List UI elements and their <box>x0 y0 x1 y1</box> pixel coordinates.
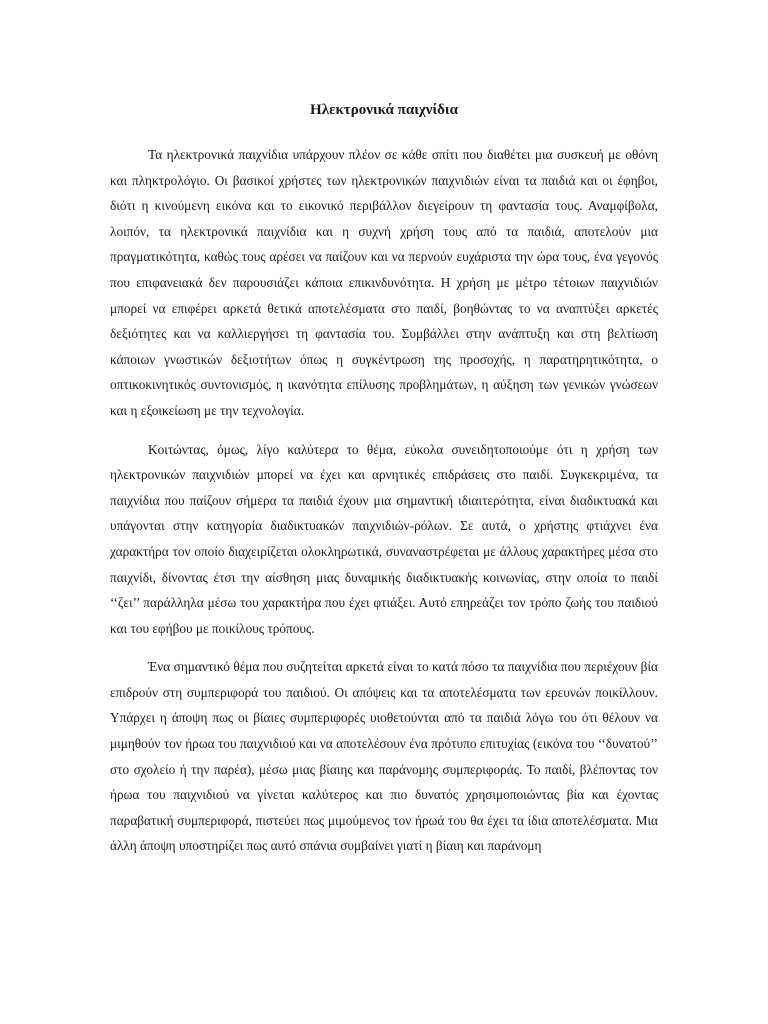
paragraph: Τα ηλεκτρονικά παιχνίδια υπάρχουν πλέον σε κάθε σπίτι που διαθέτει μια συσκευή με οθόνη και πληκτρολόγιο. Οι βασικοί χρήστες των ηλεκτρονικών παιχνιδιών είναι τα παιδιά και οι έφηβοι, διότι η κινούμενη εικόνα και το εικονικό περιβάλλον διεγείρουν τη φαντασία τους. Αναμφίβολα, λοιπόν, τα ηλεκτρονικά παιχνίδια και η συχνή χρήση τους από τα παιδιά, αποτελούν μια πραγματικότητα, καθώς τους αρέσει να παίζουν και να περνούν ευχάριστα την ώρα τους, ένα γεγονός που επιφανειακά δεν παρουσιάζει κάποια επικινδυνότητα. Η χρήση με μέτρο τέτοιων παιχνιδιών μπορεί να επιφέρει αρκετά θετικά αποτελέσματα στο παιδί, βοηθώντας το να αναπτύξει αρκετές δεξιότητες και να καλλιεργήσει τη φαντασία του. Συμβάλλει στην ανάπτυξη και στη βελτίωση κάποιων γνωστικών δεξιοτήτων όπως η συγκέντρωση της προσοχής, η παρατηρητικότητα, ο οπτικοκινητικός συντονισμός, η ικανότητα επίλυσης προβλημάτων, η αύξηση των γενικών γνώσεων και η εξοικείωση με την τεχνολογία. <box>110 147 658 418</box>
document-title: Ηλεκτρονικά παιχνίδια <box>310 102 458 118</box>
document-body <box>110 142 658 872</box>
paragraph: Ένα σημαντικό θέμα που συζητείται αρκετά είναι το κατά πόσο τα παιχνίδια που περιέχουν βία επιδρούν στη συμπεριφορά του παιδιού. Οι απόψεις και τα αποτελέσματα των ερευνών ποικίλλουν. Υπάρχει η άποψη πως οι βίαιες συμπεριφορές υιοθετούνται από τα παιδιά λόγω του ότι θέλουν να μιμηθούν τον ήρωα του παιχνιδιού και να αποτελέσουν ένα πρότυπο επιτυχίας (εικόνα του ‘‘δυνατού’’ στο σχολείο ή την παρέα), μέσω μιας βίαιης και παράνομης συμπεριφοράς. Το παιδί, βλέποντας τον ήρωα του παιχνιδιού να γίνεται καλύτερος και πιο δυνατός χρησιμοποιώντας βία και έχοντας παραβατική συμπεριφορά, πιστεύει πως μιμούμενος τον ήρωά του θα έχει τα ίδια αποτελέσματα. Μια άλλη άποψη υποστηρίζει πως αυτό σπάνια συμβαίνει γιατί η βίαιη και παράνομη <box>110 659 658 854</box>
paragraph: Κοιτώντας, όμως, λίγο καλύτερα το θέμα, εύκολα συνειδητοποιούμε ότι η χρήση των ηλεκτρονικών παιχνιδιών μπορεί να έχει και αρνητικές επιδράσεις στο παιδί. Συγκεκριμένα, τα παιχνίδια που παίζουν σήμερα τα παιδιά έχουν μια σημαντική ιδιαιτερότητα, είναι διαδικτυακά και υπάγονται στην κατηγορία διαδικτυακών παιχνιδιών-ρόλων. Σε αυτά, ο χρήστης φτιάχνει ένα χαρακτήρα τον οποίο διαχειρίζεται ολοκληρωτικά, συναναστρέφεται με άλλους χαρακτήρες μέσα στο παιχνίδι, δίνοντας έτσι την αίσθηση μιας δυναμικής διαδικτυακής κοινωνίας, στην οποία το παιδί ‘‘ζει’’ παράλληλα μέσω του χαρακτήρα που έχει φτιάξει. Αυτό επηρεάζει τον τρόπο ζωής του παιδιού και του εφήβου με ποικίλους τρόπους. <box>110 441 658 636</box>
